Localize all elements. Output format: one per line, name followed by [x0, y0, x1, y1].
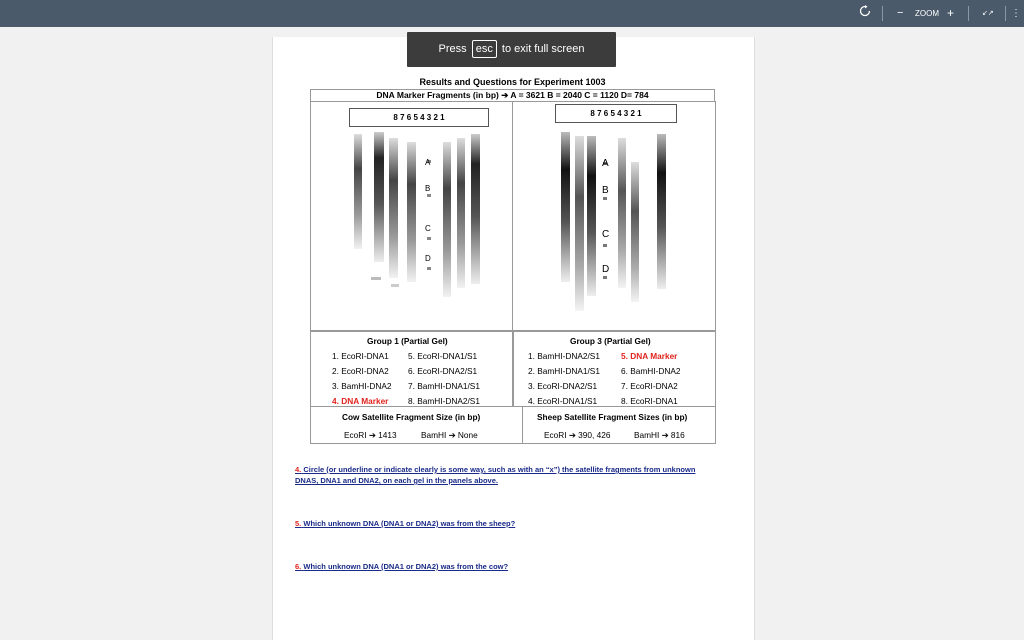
lane-item: 1. EcoRI-DNA1: [332, 351, 389, 361]
cow-heading: Cow Satellite Fragment Size (in bp): [342, 412, 481, 422]
question-6: [295, 562, 508, 571]
page-title: Results and Questions for Experiment 1003: [419, 77, 606, 87]
lane-item: 8. BamHI-DNA2/S1: [408, 396, 480, 406]
lane-item: 2. BamHI-DNA1/S1: [528, 366, 600, 376]
fullscreen-banner: [407, 32, 616, 67]
band-label-a: A: [602, 158, 609, 169]
group1-legend: [310, 330, 514, 407]
question-4: [295, 465, 695, 474]
gel-image-left: [311, 102, 513, 331]
lane-item: 2. EcoRI-DNA2: [332, 366, 389, 376]
group3-heading: Group 3 (Partial Gel): [570, 336, 651, 346]
zoom-out-button[interactable]: −: [897, 7, 904, 19]
question-number: 4.: [295, 465, 302, 474]
group1-heading: Group 1 (Partial Gel): [367, 336, 448, 346]
question-text: Which unknown DNA (DNA1 or DNA2) was from the cow?: [303, 562, 509, 571]
esc-key: esc: [472, 40, 497, 58]
lane-item-marker: 5. DNA Marker: [621, 351, 678, 361]
sheep-ecori: EcoRI ➔ 390, 426: [544, 430, 611, 440]
toolbar-divider: [882, 6, 883, 21]
sheep-bamhi: BamHI ➔ 816: [634, 430, 685, 440]
lane-item: 5. EcoRI-DNA1/S1: [408, 351, 478, 361]
band-label-b: B: [602, 185, 609, 196]
gel-panel-left: [310, 101, 514, 332]
more-menu-icon[interactable]: ⋮: [1011, 8, 1021, 19]
lane-item: 6. BamHI-DNA2: [621, 366, 681, 376]
sheep-heading: Sheep Satellite Fragment Sizes (in bp): [537, 412, 688, 422]
gel-image-right: [513, 102, 715, 331]
question-4-continued: [295, 476, 498, 485]
refresh-icon[interactable]: [859, 5, 871, 22]
band-label-c: C: [602, 229, 610, 240]
banner-prefix: Press: [438, 43, 467, 55]
lane-item: 1. BamHI-DNA2/S1: [528, 351, 600, 361]
toolbar-divider: [968, 6, 969, 21]
marker-fragments-line: DNA Marker Fragments (in bp) ➔ A = 3621 B = 2040 C = 1120 D= 784: [310, 89, 715, 102]
question-number: 5.: [295, 519, 302, 528]
lane-labels: 8 7 6 5 4 3 2 1: [555, 104, 677, 123]
question-text: Circle (or underline or indicate clearly is some way, such as with an “x”) the satellite fragments from unknown: [303, 465, 696, 474]
viewer-toolbar: [0, 0, 1024, 27]
band-label-d: D: [425, 254, 431, 263]
question-text: Which unknown DNA (DNA1 or DNA2) was from the sheep?: [303, 519, 516, 528]
lane-item: 6. EcoRI-DNA2/S1: [408, 366, 478, 376]
band-label-c: C: [425, 224, 431, 233]
toolbar-divider: [1005, 6, 1006, 21]
cow-ecori: EcoRI ➔ 1413: [344, 430, 397, 440]
question-text: DNAS, DNA1 and DNA2, on each gel in the panels above.: [295, 476, 498, 485]
group3-legend: [512, 330, 716, 407]
lane-item: 8. EcoRI-DNA1: [621, 396, 678, 406]
exit-fullscreen-icon[interactable]: ↙↗: [982, 10, 994, 17]
cow-bamhi: BamHI ➔ None: [421, 430, 478, 440]
zoom-label: ZOOM: [915, 9, 939, 18]
sheep-satellite-box: [522, 406, 716, 444]
lane-item: 7. EcoRI-DNA2: [621, 381, 678, 391]
cow-satellite-box: [310, 406, 523, 444]
question-5: [295, 519, 515, 528]
lane-labels: 8 7 6 5 4 3 2 1: [349, 108, 489, 127]
gel-panel-right: [512, 101, 716, 332]
lane-item: 3. BamHI-DNA2: [332, 381, 392, 391]
band-label-b: B: [425, 184, 431, 193]
lane-item-marker: 4. DNA Marker: [332, 396, 389, 406]
zoom-in-button[interactable]: +: [947, 6, 955, 20]
band-label-a: A: [425, 158, 431, 167]
banner-suffix: to exit full screen: [501, 43, 585, 55]
lane-item: 3. EcoRI-DNA2/S1: [528, 381, 598, 391]
lane-item: 7. BamHI-DNA1/S1: [408, 381, 480, 391]
question-number: 6.: [295, 562, 302, 571]
lane-item: 4. EcoRI-DNA1/S1: [528, 396, 598, 406]
band-label-d: D: [602, 264, 610, 275]
